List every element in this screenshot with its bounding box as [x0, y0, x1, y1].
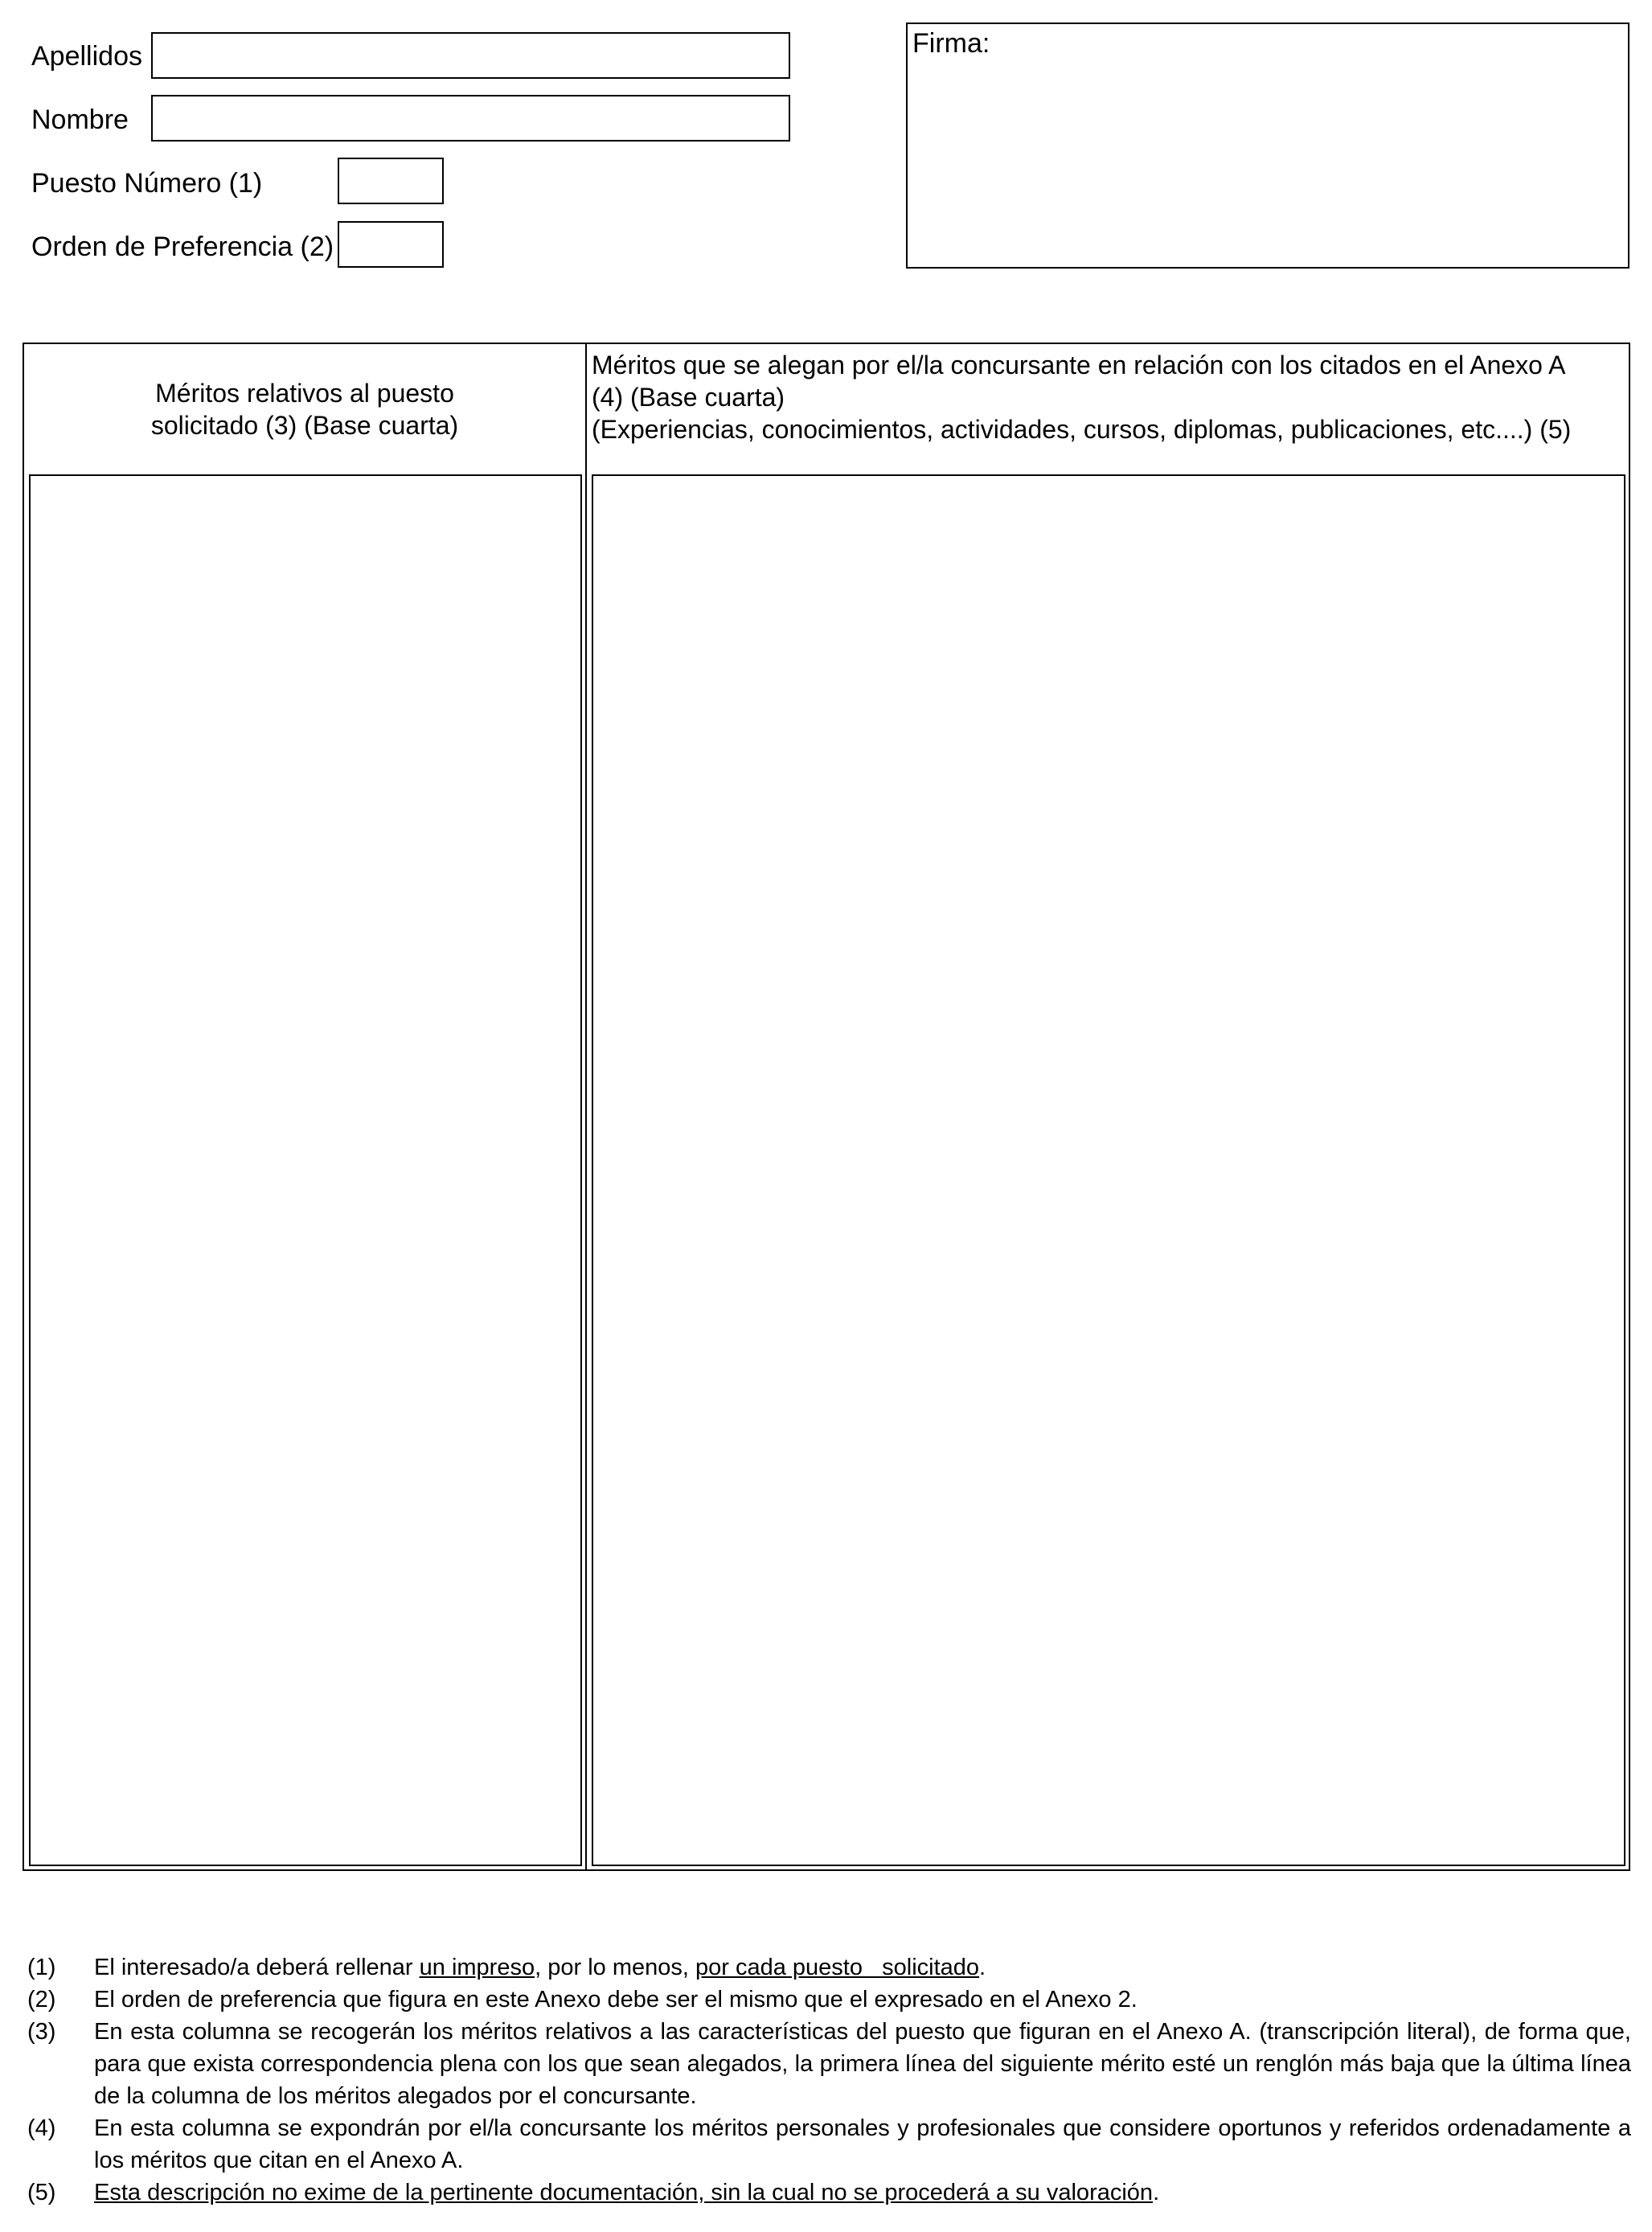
footnote-2 — [27, 1984, 1631, 2016]
merits-table — [23, 343, 1630, 1871]
meritos-puesto-textarea[interactable] — [29, 474, 582, 1866]
footnote-5 — [27, 2177, 1631, 2209]
footnote-3 — [27, 2016, 1631, 2112]
firma-box[interactable] — [906, 23, 1629, 269]
footnote-4 — [27, 2112, 1631, 2177]
orden-preferencia-field[interactable] — [338, 221, 444, 268]
nombre-field[interactable] — [151, 95, 790, 142]
left-header-line1: Méritos relativos al puesto — [155, 379, 454, 408]
apellidos-field[interactable] — [151, 32, 790, 79]
footnote-number: (4) — [27, 2115, 56, 2141]
footnote-number: (2) — [27, 1987, 56, 2012]
footnote-number: (1) — [27, 1955, 56, 1980]
right-header-line2: (4) (Base cuarta) — [592, 383, 785, 412]
meritos-alegados-textarea[interactable] — [592, 474, 1625, 1866]
footnote-text: El orden de preferencia que figura en este Anexo debe ser el mismo que el expresado en el Anexo 2. — [94, 1987, 1138, 2012]
footnote-text: El interesado/a deberá rellenar un impreso, por lo menos, por cada puesto solicitado. — [94, 1955, 986, 1980]
footnote-text: En esta columna se recogerán los méritos relativos a las características del puesto que figuran en el Anexo A. (transcripción literal), de forma que, para que exista correspondencia plena con los que sean alegados, la primera línea del siguiente mérito esté un renglón más baja que la última línea de la columna de los méritos alegados por el concursante. — [94, 2019, 1631, 2109]
orden-preferencia-label: Orden de Preferencia (2) — [31, 232, 334, 262]
footnotes — [27, 1951, 1631, 2209]
nombre-label: Nombre — [31, 105, 129, 135]
right-header-line1: Méritos que se alegan por el/la concursante en relación con los citados en el Anexo A — [592, 351, 1566, 380]
apellidos-label: Apellidos — [31, 41, 142, 72]
footnote-number: (3) — [27, 2019, 56, 2045]
footnote-1 — [27, 1951, 1631, 1984]
puesto-numero-field[interactable] — [338, 158, 444, 204]
footnote-text: Esta descripción no exime de la pertinente documentación, sin la cual no se procederá a su valoración. — [94, 2180, 1160, 2205]
firma-label: Firma: — [912, 28, 990, 59]
footnote-number: (5) — [27, 2180, 56, 2205]
puesto-numero-label: Puesto Número (1) — [31, 168, 263, 199]
footnote-text: En esta columna se expondrán por el/la concursante los méritos personales y profesionales que considere oportunos y referidos ordenadamente a los méritos que citan en el Anexo A. — [94, 2115, 1631, 2173]
left-column-header — [24, 344, 585, 474]
right-header-line3: (Experiencias, conocimientos, actividades, cursos, diplomas, publicaciones, etc....) (5) — [592, 415, 1572, 444]
left-header-line2: solicitado (3) (Base cuarta) — [150, 411, 459, 440]
column-divider — [585, 344, 587, 1869]
right-column-header — [592, 349, 1629, 445]
